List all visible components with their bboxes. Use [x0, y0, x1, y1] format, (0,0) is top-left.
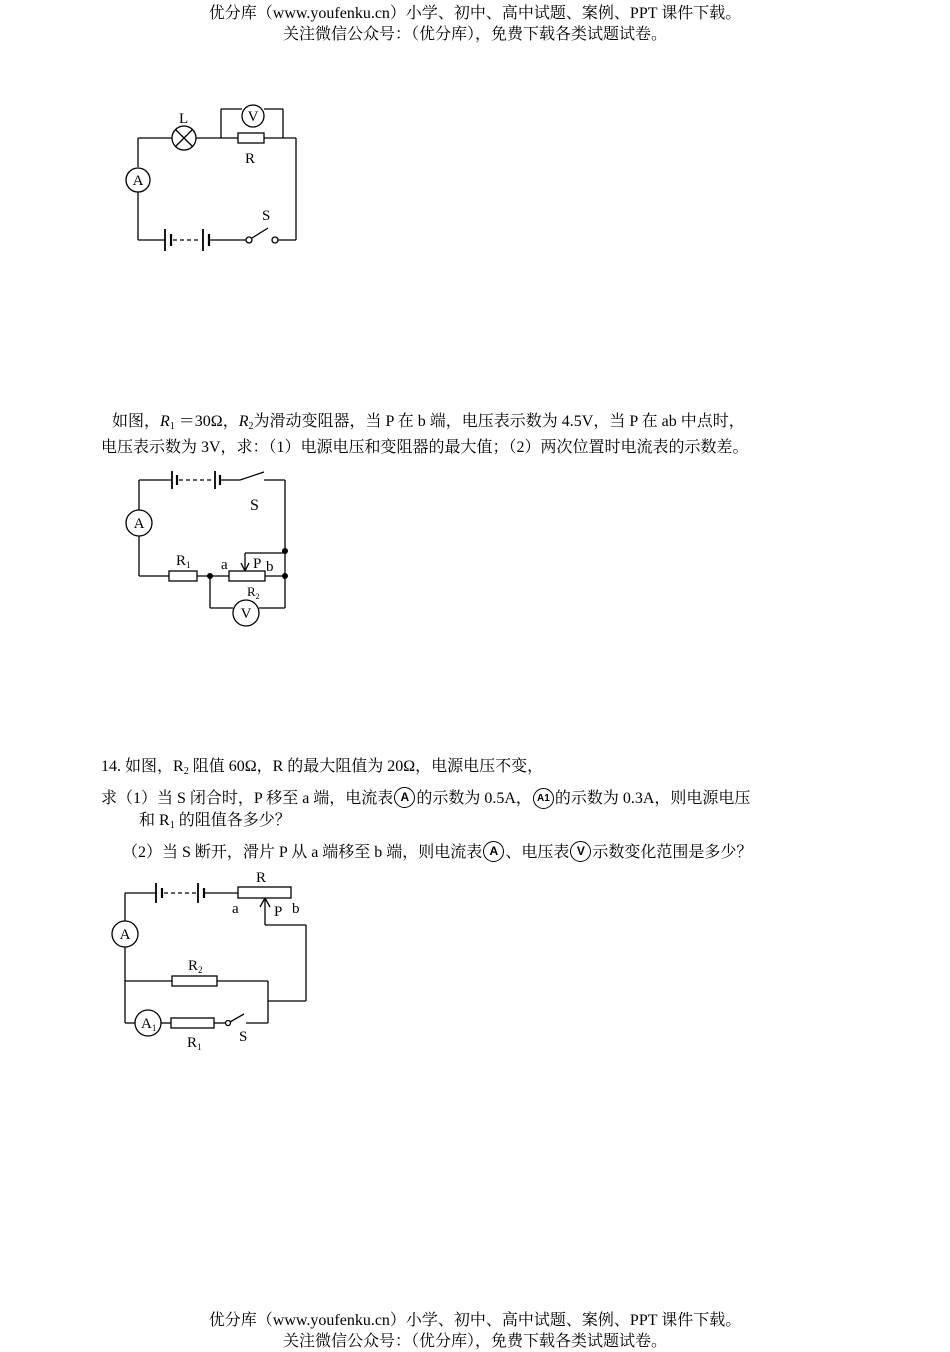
switch-label: S	[239, 1029, 248, 1045]
footer-line-1: 优分库（www.youfenku.cn）小学、初中、高中试题、案例、PPT 课件下载。	[208, 1312, 742, 1329]
terminal-a-label: a	[221, 557, 228, 573]
problem-13-line-2: 电压表示数为 3V，求：（1）电源电压和变阻器的最大值；（2）两次位置时电流表的示数差。	[101, 439, 749, 456]
ammeter-symbol: A	[132, 173, 144, 189]
ammeter-icon: A	[483, 841, 504, 862]
circuit-diagram-2	[0, 460, 320, 630]
terminal-b-label: b	[292, 901, 300, 917]
switch-label: S	[262, 208, 271, 224]
ammeter-icon: A	[394, 787, 415, 808]
ammeter-symbol: A	[119, 927, 131, 943]
problem-14-line-3: 和 $R_1$ 的阻值各多少？	[139, 812, 291, 831]
voltmeter-icon: V	[570, 841, 591, 862]
ammeter-symbol: A	[133, 516, 145, 532]
voltmeter-symbol: V	[247, 109, 259, 125]
circuit-diagram-3	[0, 865, 340, 1065]
r1-label: $R_1$	[187, 1035, 202, 1052]
slider-p-label: P	[274, 904, 283, 920]
resistor-label: R	[245, 151, 256, 167]
ammeter-a1-icon: A1	[533, 788, 554, 809]
switch-label: S	[250, 497, 259, 514]
header-line-2: 关注微信公众号：（优分库），免费下载各类试题试卷。	[282, 26, 667, 43]
slider-p-label: P	[253, 556, 262, 572]
rheostat-label: R	[256, 870, 267, 886]
footer-line-2: 关注微信公众号：（优分库），免费下载各类试题试卷。	[282, 1333, 667, 1350]
terminal-a-label: a	[232, 901, 239, 917]
problem-14-line-4: （2）当 S 断开，滑片 P 从 a 端移至 b 端，则电流表 A 、电压表 V 示数变化范围是多少？	[122, 841, 752, 864]
r2-label: $R_2$	[247, 584, 260, 601]
voltmeter-symbol: V	[240, 606, 252, 622]
header-line-1: 优分库（www.youfenku.cn）小学、初中、高中试题、案例、PPT 课件下载。	[208, 5, 742, 22]
r1-label: $R_1$	[176, 553, 191, 570]
circuit-diagram-1	[0, 100, 320, 260]
terminal-b-label: b	[266, 559, 274, 575]
problem-14-line-1: 14. 如图，$R_2$ 阻值 60Ω，R 的最大阻值为 20Ω，电源电压不变，	[101, 758, 544, 777]
problem-13-line-1: 如图，$R_1 =30\Omega$，$R_2$为滑动变阻器，当 P 在 b 端，电压表示数为 4.5V，当 P 在 ab 中点时，	[112, 413, 745, 432]
ammeter-a1-symbol: $A_1$	[141, 1016, 157, 1033]
lamp-label: L	[179, 111, 189, 127]
problem-14-line-2: 求（1）当 S 闭合时，P 移至 a 端，电流表 A 的示数为 0.5A， A1 的示数为 0.3A，则电源电压	[101, 787, 750, 810]
r2-label: $R_2$	[188, 958, 203, 975]
